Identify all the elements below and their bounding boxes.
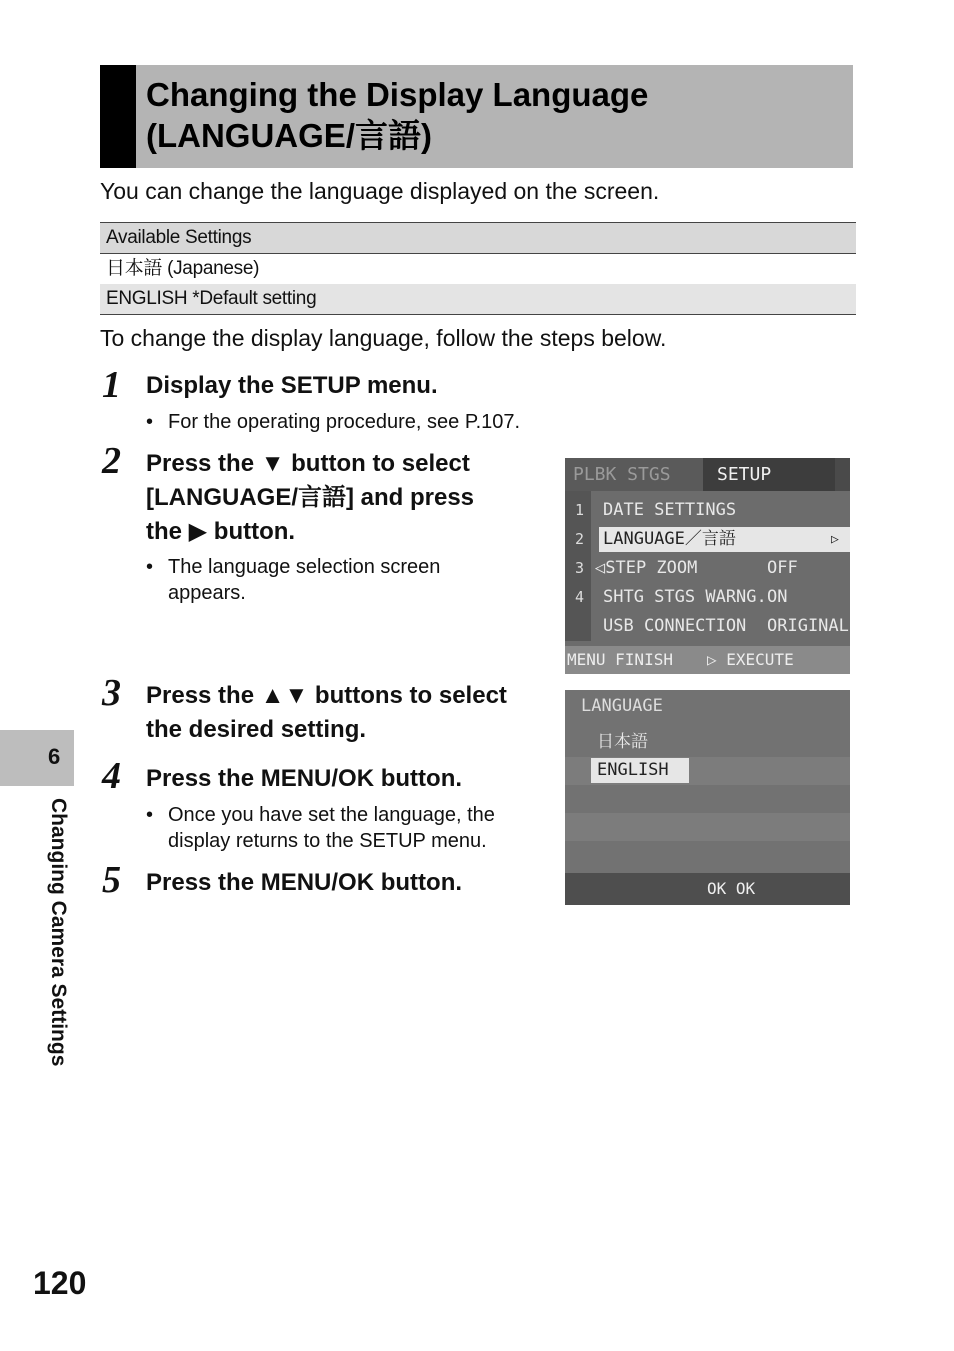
camera-language-screen [565,690,850,905]
chapter-number: 6 [48,744,61,769]
language-option-selected [597,756,669,785]
menu-row-shtg-warning [565,583,850,612]
step-number: 3 [102,672,121,714]
footer-execute: ▷ EXECUTE [707,650,794,669]
row-label: ◁STEP ZOOM [595,558,698,578]
step-bullet-line: • Once you have set the language, the [168,802,495,828]
page-title-line2: (LANGUAGE/言語) [146,117,432,154]
screen-footer [565,873,850,905]
row-number: 3 [575,559,585,577]
step-title-line: Press the ▲▼ buttons to select [146,682,507,709]
step-title-line: Press the ▼ button to select [146,450,470,477]
tab-setup: SETUP [703,458,835,491]
row-label: DATE SETTINGS [603,500,737,520]
menu-row-usb [565,612,850,641]
table-row: 日本語 (Japanese) [106,258,260,279]
row-value: ORIGINAL [767,616,849,636]
footer-finish: MENU FINISH [567,650,673,669]
table-row: ENGLISH *Default setting [100,284,856,314]
footer-ok: OK OK [707,879,756,898]
menu-row-date [565,496,850,525]
step-title: Press the MENU/OK button. [146,869,463,896]
step-title [146,679,507,747]
row-number: 2 [575,530,585,548]
row-label: LANGUAGE／言語 [603,529,736,549]
step-bullet-line: display returns to the SETUP menu. [168,830,487,852]
step-bullet [168,554,440,606]
tab-edge [835,458,850,491]
page-title-line1: Changing the Display Language [146,76,649,113]
intro-text: You can change the language displayed on the screen. [100,178,660,204]
step-bullet-line: • The language selection screen [168,554,440,580]
screen-footer [565,646,850,674]
steps-intro: To change the display language, follow the steps below. [100,325,667,351]
step-title: Press the MENU/OK button. [146,765,463,792]
step-bullet-line: appears. [168,582,246,604]
row-value: ON [767,587,788,607]
camera-setup-screen [565,458,850,674]
page-title [146,74,846,156]
step-number: 4 [102,755,121,797]
screen-title: LANGUAGE [581,696,663,716]
row-number: 4 [575,588,585,606]
step-number: 1 [102,364,121,406]
table-header: Available Settings [100,223,856,254]
settings-table [100,222,856,315]
step-title-line: the ▶ button. [146,518,296,545]
step-bullet: • For the operating procedure, see P.107. [168,409,520,435]
option-label: 日本語 [597,732,648,752]
right-arrow-icon: ▷ [831,532,839,547]
chapter-label: Changing Camera Settings [47,798,70,1067]
step-title-line: [LANGUAGE/言語] and press [146,484,475,511]
step-title: Display the SETUP menu. [146,372,438,399]
row-number: 1 [575,501,585,519]
page-number: 120 [33,1265,87,1301]
step-title [146,447,474,549]
step-title-line: the desired setting. [146,716,367,743]
option-label: ENGLISH [597,760,669,780]
step-number: 2 [102,440,121,482]
row-label: USB CONNECTION [603,616,747,636]
step-bullet [168,802,495,854]
tab-playback-settings: PLBK STGS [565,458,703,491]
menu-row-language [565,525,850,554]
menu-row-step-zoom [565,554,850,583]
row-value: OFF [767,558,798,578]
row-band [565,813,850,841]
row-label: SHTG STGS WARNG. [603,587,767,607]
title-accent-bar [100,65,136,168]
chapter-tab [0,730,74,786]
step-number: 5 [102,859,121,901]
language-option [597,728,648,757]
